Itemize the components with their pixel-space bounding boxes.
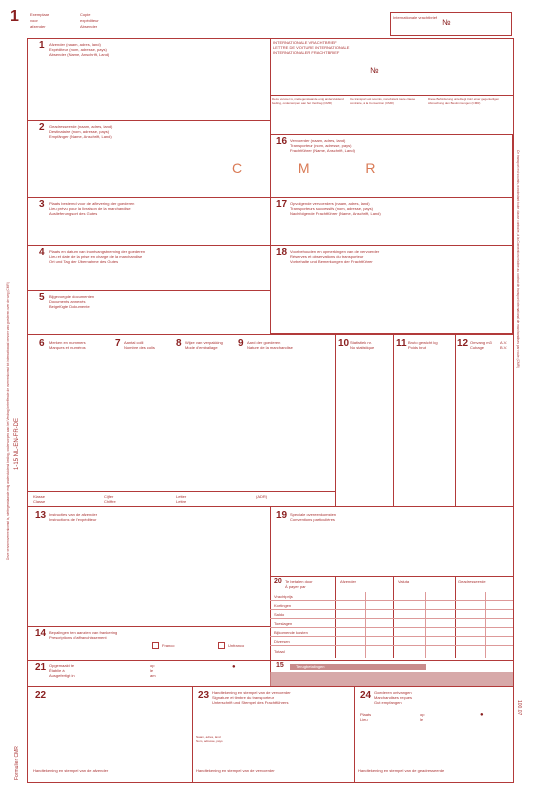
field-24-sign-label: Handtekening en stempel van de geadresseerde bbox=[358, 768, 445, 773]
field-12-number: 12 bbox=[457, 338, 469, 349]
field-4-number: 4 bbox=[39, 247, 45, 258]
goods-col-10 bbox=[335, 334, 336, 506]
divider-1-2 bbox=[27, 120, 270, 121]
franco-checkbox[interactable] bbox=[152, 642, 159, 649]
cost-row-3: Saldo bbox=[274, 612, 285, 617]
cost-row-7: Totaal bbox=[274, 649, 285, 654]
nr-symbol: № bbox=[370, 66, 379, 75]
field-23-number: 23 bbox=[198, 690, 210, 701]
field-15-number: 15 bbox=[276, 662, 284, 669]
field-20-number: 20 bbox=[274, 578, 282, 585]
frame-right bbox=[513, 38, 514, 783]
field-21-date-label: op le am bbox=[150, 663, 156, 678]
field-21-place-input[interactable] bbox=[80, 662, 146, 682]
divider-16-17 bbox=[270, 197, 513, 198]
field-13-input[interactable] bbox=[30, 526, 266, 622]
field-18-label: Voorbehouden en opmerkingen van de vervoerder Réserves et observations du transporteur Vorbehalte und Bemerkungen der Frachtführer bbox=[290, 249, 380, 264]
field-1-input[interactable] bbox=[30, 62, 266, 118]
unfranco-label: Unfranco bbox=[228, 643, 245, 648]
field-4-input[interactable] bbox=[30, 266, 266, 288]
field-5-label: Bijgevoegde documenten Documents annexés Beigefügte Dokumente bbox=[49, 294, 95, 309]
goods-col-11 bbox=[393, 334, 394, 506]
cost-table-input[interactable] bbox=[336, 592, 512, 656]
cost-row-5: Bijkomende kosten bbox=[274, 630, 308, 635]
field-24-date-label: Plaats Lieu bbox=[360, 712, 372, 722]
field-2-label: Geadresseerde (naam, adres, land) Destinataire (nom, adresse, pays) Empfänger (Name, Anschrift, Land) bbox=[49, 124, 113, 139]
cmr-head-text: INTERNATIONALE VRACHTBRIEF LETTRE DE VOITURE INTERNATIONALE INTERNATIONALER FRACHTBRIEF bbox=[273, 40, 350, 55]
field-17-label: Opvolgende vervoerders (naam, adres, land) Transporteurs successifs (nom, adresse, pays) Nachfolgende Frachtführer (Name, Anschrift, Land) bbox=[290, 201, 381, 216]
copy-header-1: Exemplaar bbox=[30, 12, 50, 17]
field-14-label: Bepalingen ten aanzien van frankering Prescriptions d'affranchissement bbox=[49, 630, 118, 640]
field-21-label: Opgemaakt te Établie à Ausgefertigt in bbox=[49, 663, 75, 678]
field-10-label: Statistiek nr. No statistique bbox=[350, 340, 375, 350]
class-label-4: (ADR) bbox=[256, 494, 268, 499]
field-7-label: Aantal colli Nombre des colis bbox=[124, 340, 155, 350]
copy-number: 1 bbox=[10, 8, 19, 25]
divider-22-23 bbox=[192, 686, 193, 782]
field-13-label: Instructies van de afzender Instructions de l'expéditeur bbox=[49, 512, 98, 522]
field-21-number: 21 bbox=[35, 662, 47, 673]
side-text-left: Deze vervoerovereenkomst is, niettegenstaande enig andersluidend beding, onderworpen aan het Verdrag betreffende de overeenkomst tot internationaal vervoer van goederen over de weg (CMR) bbox=[6, 282, 10, 560]
field-16-number: 16 bbox=[276, 136, 288, 147]
copy-header-2: voor bbox=[30, 18, 38, 23]
field-24-on-label: op le bbox=[420, 712, 425, 722]
copy-header-5: expéditeur bbox=[80, 18, 99, 23]
divider-17-18 bbox=[270, 245, 513, 246]
side-text-right: Ce transport est soumis, nonobstant toute clause contraire, à la Convention relative au contrat de transport international de marchandises par route (CMR) bbox=[516, 150, 520, 368]
statistic-input[interactable] bbox=[338, 355, 390, 503]
right-small-label: A.V. B.V. bbox=[500, 340, 508, 350]
class-label-2: Cijfer Chiffre bbox=[104, 494, 116, 504]
frame-left bbox=[27, 38, 28, 783]
convention-text-3: Diese Beförderung unterliegt trotz einer gegenteiligen Abmachung den Bestimmungen (CMR) bbox=[428, 97, 500, 105]
field-10-number: 10 bbox=[338, 338, 350, 349]
class-label-1: Klasse Classe bbox=[33, 494, 46, 504]
field-19-input[interactable] bbox=[275, 526, 509, 572]
field-21-dot: ● bbox=[232, 664, 236, 670]
side-left-bottom: Formulier CMR bbox=[14, 746, 20, 780]
cost-col-3: Geadresseerde bbox=[458, 579, 486, 584]
frame-bottom bbox=[27, 782, 513, 783]
field-22-number: 22 bbox=[35, 690, 47, 701]
cost-col-1: Afzender bbox=[340, 579, 357, 584]
divider-14-21 bbox=[27, 660, 513, 661]
side-left-code: 1-15 NL-EN-FR-DE bbox=[14, 417, 20, 470]
cost-row-2: Kortingen bbox=[274, 603, 292, 608]
field-9-label: Aard der goederen Nature de la marchandise bbox=[247, 340, 293, 350]
field-21-date-input[interactable] bbox=[160, 662, 226, 682]
divider-21-22 bbox=[27, 686, 513, 687]
field-22-sign-label: Handtekening en stempel van de afzender bbox=[33, 768, 109, 773]
field-23-signature-area[interactable] bbox=[196, 710, 350, 766]
cost-row-4: Toeslagen bbox=[274, 621, 293, 626]
field-23-note: Naam, adres, land Nom, adresse, pays bbox=[196, 735, 223, 743]
unfranco-checkbox[interactable] bbox=[218, 642, 225, 649]
cost-row-6: Diversen bbox=[274, 639, 290, 644]
copy-header-6: Absender bbox=[80, 24, 98, 29]
field-24-signature-area[interactable] bbox=[358, 724, 508, 764]
divider-13-14 bbox=[27, 626, 270, 627]
field-6-label: Merken en nummers Marques et numéros bbox=[49, 340, 86, 350]
cmr-watermark: C M R bbox=[232, 160, 392, 176]
divider-2-3 bbox=[27, 197, 270, 198]
field-12-label: Omvang m3 Cubage bbox=[470, 340, 492, 350]
field-1-number: 1 bbox=[39, 40, 45, 51]
field-13-number: 13 bbox=[35, 510, 47, 521]
field-15-label: Terugbetalingen bbox=[296, 664, 325, 669]
volume-input[interactable] bbox=[458, 355, 510, 503]
field-20-label: Te betalen door À payer par bbox=[285, 579, 313, 589]
field-3-label: Plaats bestemd voor de aflevering der goederen Lieu prévu pour la livraison de la marchandise Auslieferungsort des Gutes bbox=[49, 201, 135, 216]
top-box-no: № bbox=[442, 18, 451, 27]
field-2-input[interactable] bbox=[30, 142, 230, 194]
divider-5-goods bbox=[27, 334, 513, 335]
goods-input-area[interactable] bbox=[30, 355, 332, 487]
field-23-sign-label: Handtekening en stempel van de vervoerder bbox=[196, 768, 275, 773]
cost-row-1: Vrachtprijs bbox=[274, 594, 293, 599]
side-right-code: 100.07 bbox=[516, 700, 522, 716]
convention-text-1: Deze vervoer is, niettegenstaande enig andersluidend beding, onderworpen aan het Verdrag (CMR) bbox=[272, 97, 344, 105]
field-3-input[interactable] bbox=[30, 218, 266, 244]
field-8-label: Wijze van verpakking Mode d'emballage bbox=[185, 340, 223, 350]
cost-col-2: Valuta bbox=[398, 579, 410, 584]
field-14-number: 14 bbox=[35, 628, 47, 639]
field-19-number: 19 bbox=[276, 510, 288, 521]
field-5-input[interactable] bbox=[30, 310, 266, 332]
field-4-label: Plaats en datum van inontvangstneming der goederen Lieu et date de la prise en charge de la marchandise Ort und Tag der Übernahme des Gutes bbox=[49, 249, 146, 264]
goods-col-12 bbox=[455, 334, 456, 506]
convention-text-2: Ce transport est soumis, nonobstant toute clause contraire, à la Convention (CMR) bbox=[350, 97, 416, 105]
copy-header-3: afzender bbox=[30, 24, 46, 29]
field-1-label: Afzender (naam, adres, land) Expéditeur (nom, adresse, pays) Absender (Name, Anschrift, Land) bbox=[49, 42, 110, 57]
field-18-input[interactable] bbox=[275, 268, 509, 328]
field-18-number: 18 bbox=[276, 247, 288, 258]
franco-label: Franco bbox=[162, 643, 175, 648]
divider-mid-bottom bbox=[270, 506, 271, 686]
field-2-number: 2 bbox=[39, 122, 45, 133]
field-16-label: Vervoerder (naam, adres, land) Transporteur (nom, adresse, pays) Frachtführer (Name, Anschrift, Land) bbox=[290, 138, 355, 153]
field-9-number: 9 bbox=[238, 338, 244, 349]
field-17-input[interactable] bbox=[275, 218, 509, 244]
divider-23-24 bbox=[354, 686, 355, 782]
divider-4-5 bbox=[27, 290, 270, 291]
field-11-number: 11 bbox=[396, 338, 407, 349]
field-5-number: 5 bbox=[39, 292, 45, 303]
field-8-number: 8 bbox=[176, 338, 182, 349]
class-label-3: Letter Lettre bbox=[176, 494, 187, 504]
field-6-number: 6 bbox=[39, 338, 45, 349]
field-24-number: 24 bbox=[360, 690, 372, 701]
field-11-label: Bruto gewicht kg Poids brut bbox=[408, 340, 438, 350]
field-24-label: Goederen ontvangen Marchandises reçues Gut empfangen bbox=[374, 690, 413, 705]
divider-19-20 bbox=[270, 576, 513, 577]
top-box-label: Internationale vrachtbrief bbox=[393, 15, 438, 20]
field-15-bar-2 bbox=[270, 672, 513, 686]
divider-goods-class bbox=[27, 491, 335, 492]
divider-3-4 bbox=[27, 245, 270, 246]
field-19-label: Speciale overeenkomsten Conventions particulières bbox=[290, 512, 337, 522]
field-7-number: 7 bbox=[115, 338, 121, 349]
field-16-input[interactable] bbox=[275, 156, 509, 196]
field-17-number: 17 bbox=[276, 199, 288, 210]
field-23-label: Handtekening en stempel van de vervoerder Signature et timbre du transporteur Unterschrift und Stempel des Frachtführers bbox=[212, 690, 291, 705]
divider-top-right bbox=[270, 95, 513, 96]
field-3-number: 3 bbox=[39, 199, 45, 210]
gross-weight-input[interactable] bbox=[396, 355, 452, 503]
field-22-signature-area[interactable] bbox=[30, 705, 188, 763]
copy-header-4: Copie bbox=[80, 12, 91, 17]
field-24-dot: ● bbox=[480, 712, 484, 718]
